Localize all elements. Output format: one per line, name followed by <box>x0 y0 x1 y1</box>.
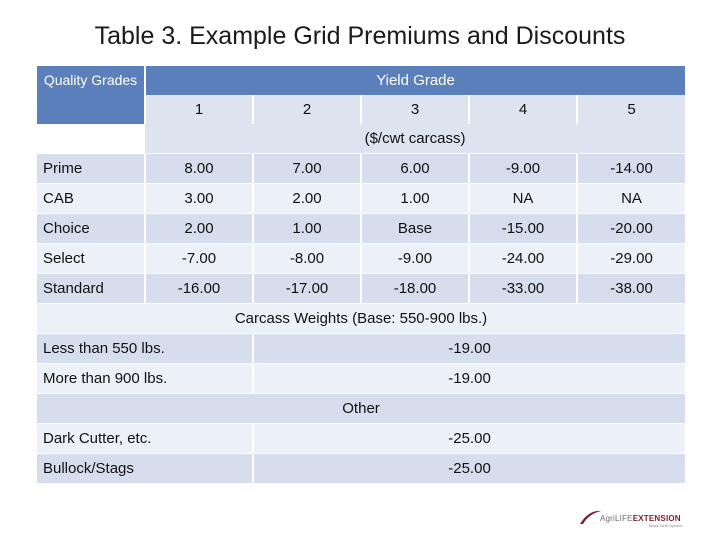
yield-grade-1: 1 <box>145 95 253 124</box>
row-label: Select <box>37 244 145 274</box>
table-cell: 7.00 <box>253 154 361 184</box>
table-cell: -29.00 <box>577 244 685 274</box>
row-label: Less than 550 lbs. <box>37 334 253 364</box>
quality-grades-header: Quality Grades <box>37 66 145 124</box>
table-row <box>37 334 685 364</box>
table-cell: -24.00 <box>469 244 577 274</box>
table-row <box>37 454 685 484</box>
section-header-row <box>37 394 685 424</box>
table-cell: NA <box>577 184 685 214</box>
row-label: Choice <box>37 214 145 244</box>
table-cell: Base <box>361 214 469 244</box>
table-cell: -19.00 <box>253 364 685 394</box>
table-cell: -20.00 <box>577 214 685 244</box>
table-cell: -38.00 <box>577 274 685 304</box>
unit-spacer <box>37 124 145 154</box>
row-label: More than 900 lbs. <box>37 364 253 394</box>
row-label: Standard <box>37 274 145 304</box>
table-cell: 8.00 <box>145 154 253 184</box>
table-cell: -9.00 <box>469 154 577 184</box>
table-row <box>37 154 685 184</box>
table-cell: -15.00 <box>469 214 577 244</box>
section-header-row <box>37 304 685 334</box>
grid-table <box>37 66 685 483</box>
table-cell: 2.00 <box>253 184 361 214</box>
yield-grade-header: Yield Grade <box>145 66 685 95</box>
table-cell: 2.00 <box>145 214 253 244</box>
table-cell: 1.00 <box>361 184 469 214</box>
carcass-weights-heading: Carcass Weights (Base: 550-900 lbs.) <box>37 304 685 334</box>
table-title: Table 3. Example Grid Premiums and Discounts <box>94 22 626 50</box>
premiums-table <box>37 66 685 483</box>
row-label: CAB <box>37 184 145 214</box>
logo-sub: Texas A&M System <box>648 523 683 528</box>
yield-grade-5: 5 <box>577 95 685 124</box>
row-label: Dark Cutter, etc. <box>37 424 253 454</box>
table-row <box>37 364 685 394</box>
other-heading: Other <box>37 394 685 424</box>
logo-prefix: AgriLIFE <box>600 514 633 523</box>
row-label: Bullock/Stags <box>37 454 253 484</box>
unit-label: ($/cwt carcass) <box>145 124 685 154</box>
table-cell: -25.00 <box>253 424 685 454</box>
table-cell: NA <box>469 184 577 214</box>
table-row <box>37 274 685 304</box>
logo-name: EXTENSION <box>632 514 681 523</box>
yield-grade-3: 3 <box>361 95 469 124</box>
table-cell: -19.00 <box>253 334 685 364</box>
table-cell: -25.00 <box>253 454 685 484</box>
yield-grade-4: 4 <box>469 95 577 124</box>
table-row <box>37 214 685 244</box>
row-label: Prime <box>37 154 145 184</box>
table-cell: -33.00 <box>469 274 577 304</box>
table-cell: 1.00 <box>253 214 361 244</box>
table-cell: -8.00 <box>253 244 361 274</box>
table-cell: -9.00 <box>361 244 469 274</box>
table-cell: -14.00 <box>577 154 685 184</box>
table-cell: -17.00 <box>253 274 361 304</box>
table-row <box>37 184 685 214</box>
table-cell: 3.00 <box>145 184 253 214</box>
swoosh-icon <box>578 508 602 526</box>
table-cell: -16.00 <box>145 274 253 304</box>
table-cell: -18.00 <box>361 274 469 304</box>
logo-text <box>600 514 681 523</box>
table-row <box>37 244 685 274</box>
table-cell: 6.00 <box>361 154 469 184</box>
table-cell: -7.00 <box>145 244 253 274</box>
table-row <box>37 424 685 454</box>
agrilife-extension-logo <box>578 508 683 528</box>
yield-grade-2: 2 <box>253 95 361 124</box>
